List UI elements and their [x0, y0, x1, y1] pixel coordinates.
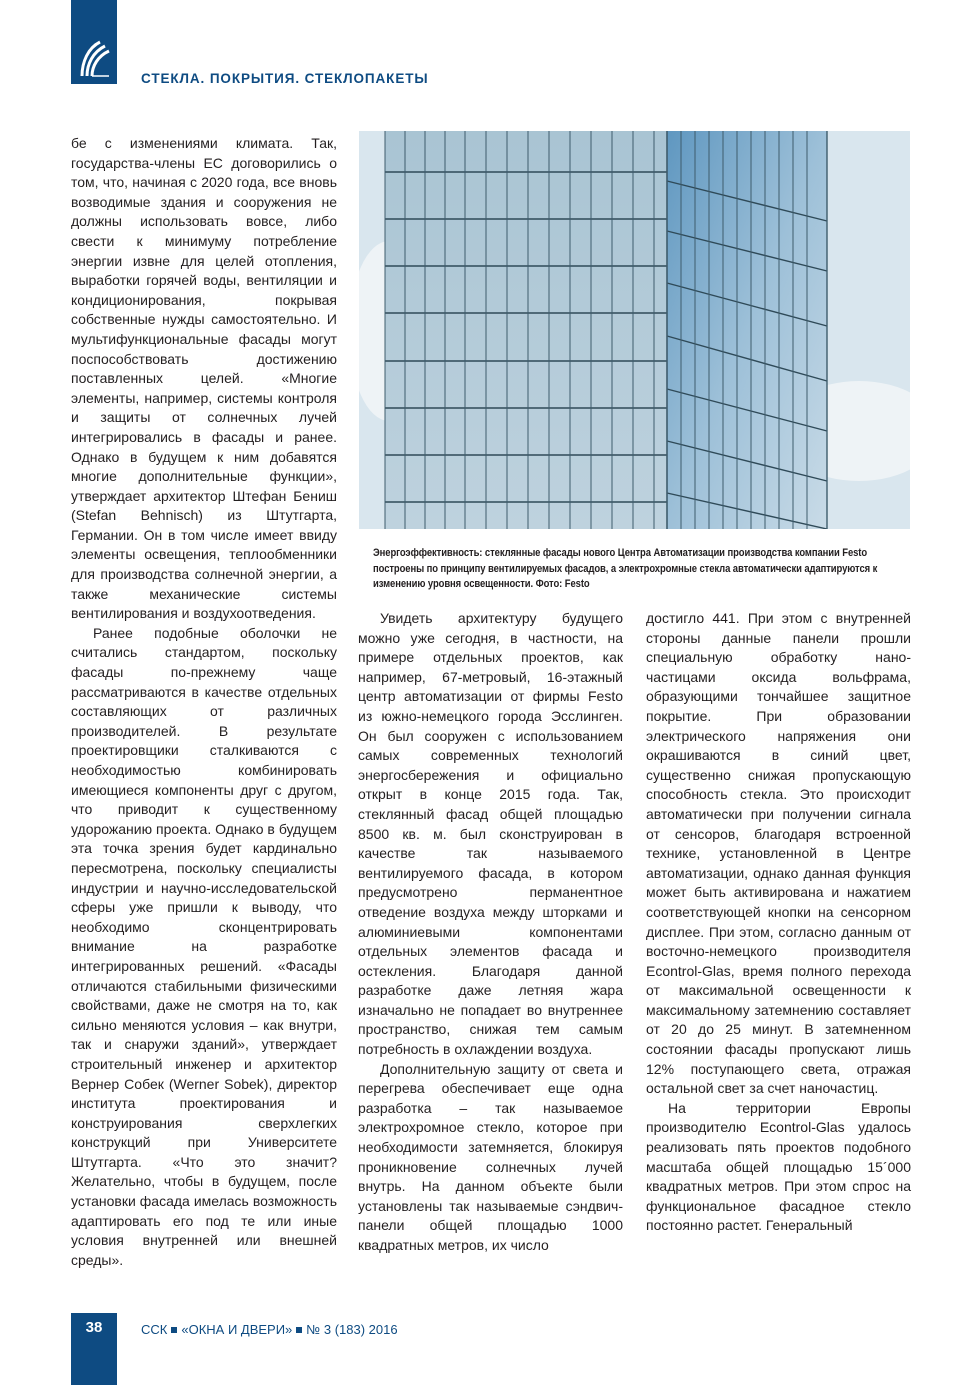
paragraph: достигло 441. При этом с внутренней стороны данные панели прошли специальную обработку нано-частицами оксида вольфрама, образующими тончайшее защитное покрытие. При образовании электрического напряжения они окрашиваются в синий цвет, существенно снижая пропускающую способность стекла. Это происходит автоматически при получении сигнала от сенсоров, благодаря встроенной технике, установленной в Центре автоматизации, однако данная функция может быть активирована и нажатием соответствующей кнопки на сенсорном дисплее. При этом, согласно данным от восточно-немецкого производителя Econtrol-Glas, время полного перехода от максимальной освещенности к максимальному затемнению составляет от 20 до 25 минут. В затемненном состоянии фасады пропускают лишь 12% поступающего света, отражая остальной свет за счет наночастиц. — [646, 610, 911, 1097]
square-bullet-icon — [296, 1327, 302, 1333]
paragraph: На территории Европы производителю Econtrol-Glas удалось реализовать пять проектов подобного масштаба общей площадью 15´000 квадратных метров. При этом спрос на функциональное фасадное стекло постоянно растет. Генеральный — [646, 1099, 911, 1234]
square-bullet-icon — [171, 1327, 177, 1333]
article-column-2 — [358, 609, 623, 1256]
magazine-name: «ОКНА И ДВЕРИ» — [181, 1322, 293, 1337]
article-column-1 — [71, 134, 337, 1270]
paragraph: Увидеть архитектуру будущего можно уже сегодня, в частности, на примере отдельных проектов, как например, 67-метровый, 16-этажный центр автоматизации от фирмы Festo из южно-немецкого города Эсслинген. Он был сооружен с использованием самых современных технологий энергосбережения и официально открыт в конце 2015 года. Так, стеклянный фасад общей площадью 8500 кв. м. был сконструирован в качестве так называемого вентилируемого фасада, в котором предусмотрено перманентное отведение воздуха между шторками и алюминиевыми компонентами отдельных элементов фасада и остекления. Благодаря данной разработке даже летняя жара изначально не попадает во внутреннее пространство, снижая тем самым потребность в охлаждении воздуха. — [358, 610, 623, 1058]
paragraph: Ранее подобные оболочки не считались стандартом, поскольку фасады по-прежнему чаще рассматриваются в качестве отдельных составляющих от различных производителей. В результате проектировщики сталкиваются с необходимостью комбинировать имеющиеся компоненты друг с другом, что приводит к существенному удорожанию проекта. Однако в будущем эта точка зрения будет кардинально пересмотрена, поскольку специалисты индустрии и научно-исследовательской сферы уже пришли к выводу, что необходимо сконцентрировать внимание на разработке интегрированных решений. «Фасады отличаются стабильными физическими свойствами, даже не смотря на то, как сильно меняются условия – как внутри, так и снаружи зданий», утверждает строительный инженер и архитектор Вернер Собек (Werner Sobek), директор института проектирования и конструирования сверхлегких конструкций при Университете Штутгарта. «Что это значит? Желательно, чтобы в будущем, после установки фасада имелась возможность адаптировать его под те или иные условия внутренней или внешней среды». — [71, 624, 337, 1268]
photo-caption: Энергоэффективность: стеклянные фасады нового Центра Автоматизации производства компании Festo построены по принципу вентилируемых фасадов, а электрохромные стекла автоматически адаптируются к изменению уровня освещенности. Фото: Festo — [373, 547, 878, 591]
header-tab — [71, 0, 117, 84]
footer-publication — [141, 1322, 398, 1337]
glass-curves-logo-icon — [78, 38, 110, 78]
issue-number: № 3 (183) 2016 — [306, 1322, 398, 1337]
publisher: ССК — [141, 1322, 168, 1337]
paragraph: Дополнительную защиту от света и перегрева обеспечивает еще одна разработка – так называемое электрохромное стекло, которое при необходимости затемняется, блокируя проникновение солнечных лучей внутрь. На данном объекте были установлены так называемые сэндвич-панели общей площадью 1000 квадратных метров, их число — [358, 1060, 623, 1253]
article-column-3 — [646, 609, 911, 1236]
page-number: 38 — [85, 1319, 103, 1336]
building-facade-photo — [359, 131, 910, 529]
paragraph: бе с изменениями климата. Так, государства-члены ЕС договорились о том, что, начиная с 2020 года, все вновь возводимые здания и сооружения не должны использовать вовсе, либо свести к минимуму потребление энергии извне для целей отопления, выработки горячей воды, вентиляции и кондиционирования, покрывая собственные нужды самостоятельно. И мультифункциональные фасады могут поспособствовать достижению поставленных целей. «Многие элементы, например, системы контроля и защиты от солнечных лучей интегрировались в фасады и ранее. Однако в будущем к ним добавятся многие дополнительные функции», утверждает архитектор Штефан Бениш (Stefan Behnisch) из Штутгарта, Германии. Он в том числе имеет ввиду элементы освещения, теплообменники для производства солнечной энергии, а также механические системы вентилирования и воздухоотведения. — [71, 135, 337, 622]
section-title: СТЕКЛА. ПОКРЫТИЯ. СТЕКЛОПАКЕТЫ — [141, 71, 429, 86]
footer-tab — [71, 1313, 117, 1385]
